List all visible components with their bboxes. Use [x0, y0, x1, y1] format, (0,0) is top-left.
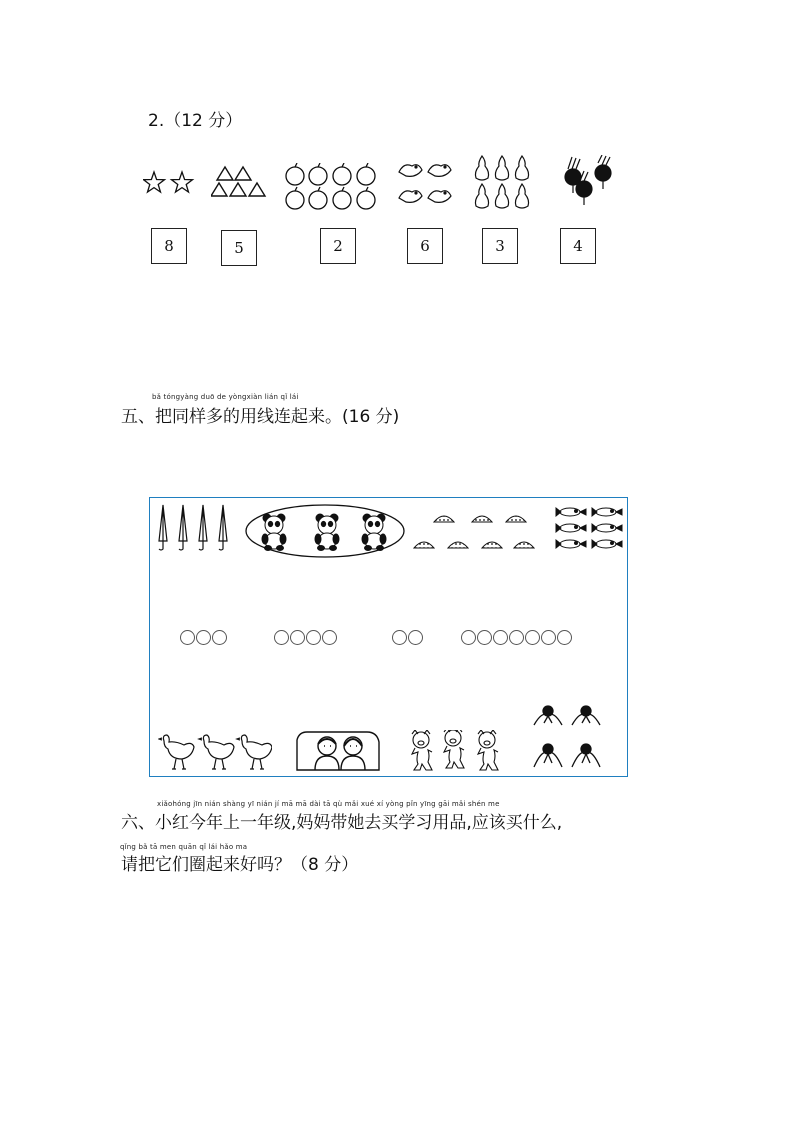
section-5-pinyin: bǎ tóngyàng duō de yòngxiàn lián qǐ lái: [152, 393, 299, 401]
mushrooms-picture: [410, 510, 540, 556]
number-box: 8: [151, 228, 187, 264]
section-6-line-1: 六、小红今年上一年级,妈妈带她去买学习用品,应该买什么,: [121, 813, 563, 833]
pears-picture: [472, 152, 534, 212]
triangles-picture: [211, 165, 271, 199]
pandas-picture: [244, 503, 406, 559]
fish-picture: [554, 504, 624, 554]
stars-picture: [143, 170, 195, 196]
circle-group-7: [461, 630, 572, 645]
section-6-line-2: 请把它们圈起来好吗？（8 分）: [121, 855, 359, 875]
kids-in-car-picture: [293, 728, 383, 772]
umbrellas-picture: [155, 503, 235, 553]
question-2-title: 2.（12 分）: [148, 111, 243, 131]
section-5-heading: 五、把同样多的用线连起来。(16 分): [121, 407, 400, 427]
pigs-picture: [404, 730, 504, 772]
number-box: 4: [560, 228, 596, 264]
circle-group-2: [392, 630, 423, 645]
circle-group-4: [274, 630, 337, 645]
birds-picture: [396, 158, 456, 210]
number-box: 2: [320, 228, 356, 264]
radishes-picture: [560, 155, 616, 207]
number-box: 5: [221, 230, 257, 266]
swallows-picture: [528, 701, 604, 773]
section-6-pinyin-line-2: qǐng bǎ tā men quān qǐ lái hǎo ma: [120, 843, 248, 851]
section-6-pinyin-line-1: xiǎohóng jīn nián shàng yī nián jí mā mā dài tā qù mǎi xué xí yòng pǐn yīng gāi mǎi shén me: [157, 800, 500, 808]
number-box: 3: [482, 228, 518, 264]
apples-picture: [284, 163, 380, 213]
hens-picture: [158, 731, 272, 773]
number-box: 6: [407, 228, 443, 264]
circle-group-3: [180, 630, 227, 645]
